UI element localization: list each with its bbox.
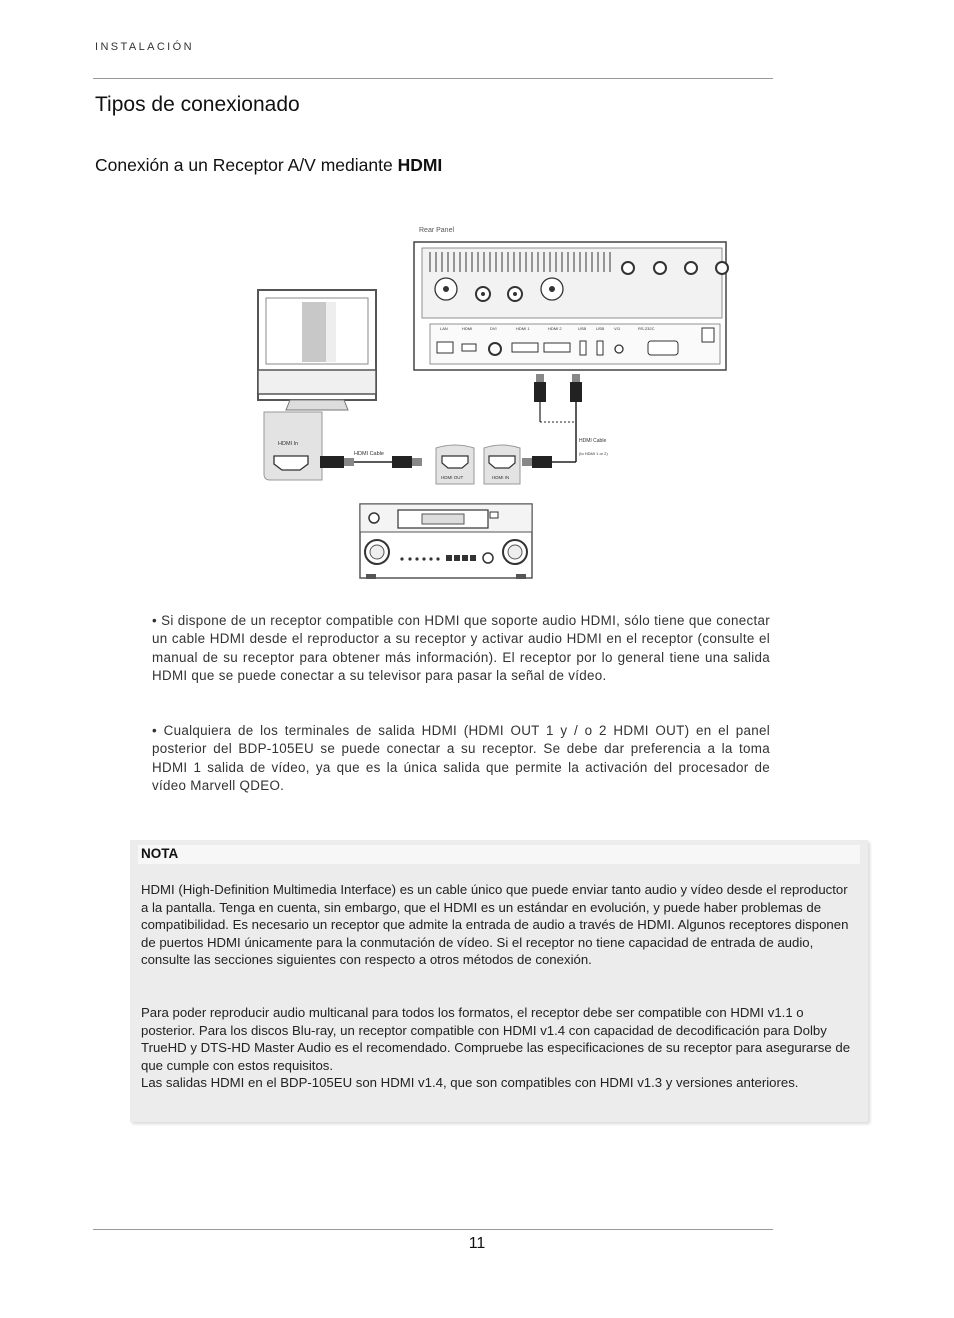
top-divider — [93, 78, 773, 79]
rear-panel-label: Rear Panel — [419, 227, 455, 234]
connection-diagram — [250, 222, 730, 582]
subtitle-text: Conexión a un Receptor A/V mediante — [95, 155, 398, 175]
hdmi-cable-1 — [320, 451, 422, 468]
hdmi-cable-2-note: (to HDMI 1 or 2) — [579, 451, 608, 456]
port-label: DVI — [490, 326, 497, 331]
receiver-hdmi-in-plate — [484, 445, 520, 484]
note-paragraph: Para poder reproducir audio multicanal para todos los formatos, el receptor debe ser compatible con HDMI v1.1 o posterior. Para los discos Blu-ray, un receptor compatible con HDMI v1.4 con capacidad de decodificación para Dolby TrueHD y DTS-HD Master Audio es el recomendado. Compruebe las especificaciones de su receptor para asegurarse de que cumple con estos requisitos. — [141, 1005, 851, 1073]
receiver-hdmi-out-plate — [436, 445, 474, 484]
hdmi-in-label: HDMI In — [278, 441, 299, 447]
bottom-divider — [93, 1229, 773, 1230]
port-label: USB — [596, 326, 605, 331]
tv-hdmi-in-plate — [264, 412, 322, 480]
note-paragraph: HDMI (High-Definition Multimedia Interface) es un cable único que puede enviar tanto audio y vídeo desde el reproductor a la pantalla. Tenga en cuenta, sin embargo, que el HDMI es un estándar en evolución, y puede haber problemas de compatibilidad. Es necesario un receptor que admite la entrada de audio a través de HDMI. Algunos receptores disponen de puertos HDMI únicamente para la conmutación de vídeo. Si el receptor no tiene capacidad de entrada de audio, consulte las secciones siguientes con respecto a otros métodos de conexión. — [141, 882, 849, 968]
tv — [258, 290, 376, 410]
port-label: HDMI 1 — [516, 326, 530, 331]
av-receiver — [360, 504, 532, 579]
hdmi-cable-2 — [522, 374, 608, 468]
section-subtitle — [95, 155, 442, 176]
hdmi-cable-1-label: HDMI Cable — [354, 451, 384, 457]
body-paragraph: • Cualquiera de los terminales de salida HDMI (HDMI OUT 1 y / o 2 HDMI OUT) en el panel posterior del BDP-105EU se puede conectar a su receptor. Se debe dar preferencia a la toma HDMI 1 salida de vídeo, ya que es la única salida que permite la activación del procesador de vídeo Marvell QDEO. — [152, 723, 770, 794]
port-label: HDMI 2 — [548, 326, 562, 331]
note-title-bar — [138, 845, 860, 864]
page-title: Tipos de conexionado — [95, 93, 300, 116]
port-label: RS-232C — [638, 326, 655, 331]
section-label: INSTALACIÓN — [95, 41, 194, 53]
note-paragraph: Las salidas HDMI en el BDP-105EU son HDMI v1.4, que son compatibles con HDMI v1.3 y versiones anteriores. — [141, 1075, 799, 1090]
body-paragraph: • Si dispone de un receptor compatible con HDMI que soporte audio HDMI, sólo tiene que conectar un cable HDMI desde el reproductor a su receptor y activar audio HDMI en el receptor (consulte el manual de su receptor para obtener más información). El receptor por lo general tiene una salida HDMI que se puede conectar a su televisor para pasar la señal de vídeo. — [152, 613, 770, 684]
player-rear-panel — [414, 242, 728, 370]
port-label: HDMI — [462, 326, 473, 331]
port-label: USB — [578, 326, 587, 331]
hdmi-cable-2-label: HDMI Cable — [579, 438, 607, 444]
note-title: NOTA — [141, 846, 179, 861]
hdmi-in-label-receiver: HDMI IN — [492, 475, 510, 480]
page-number: 11 — [468, 1235, 486, 1252]
hdmi-out-label: HDMI OUT — [441, 475, 464, 480]
port-label: LAN — [440, 326, 448, 331]
subtitle-bold: HDMI — [397, 155, 443, 175]
port-label: V.D — [614, 326, 621, 331]
